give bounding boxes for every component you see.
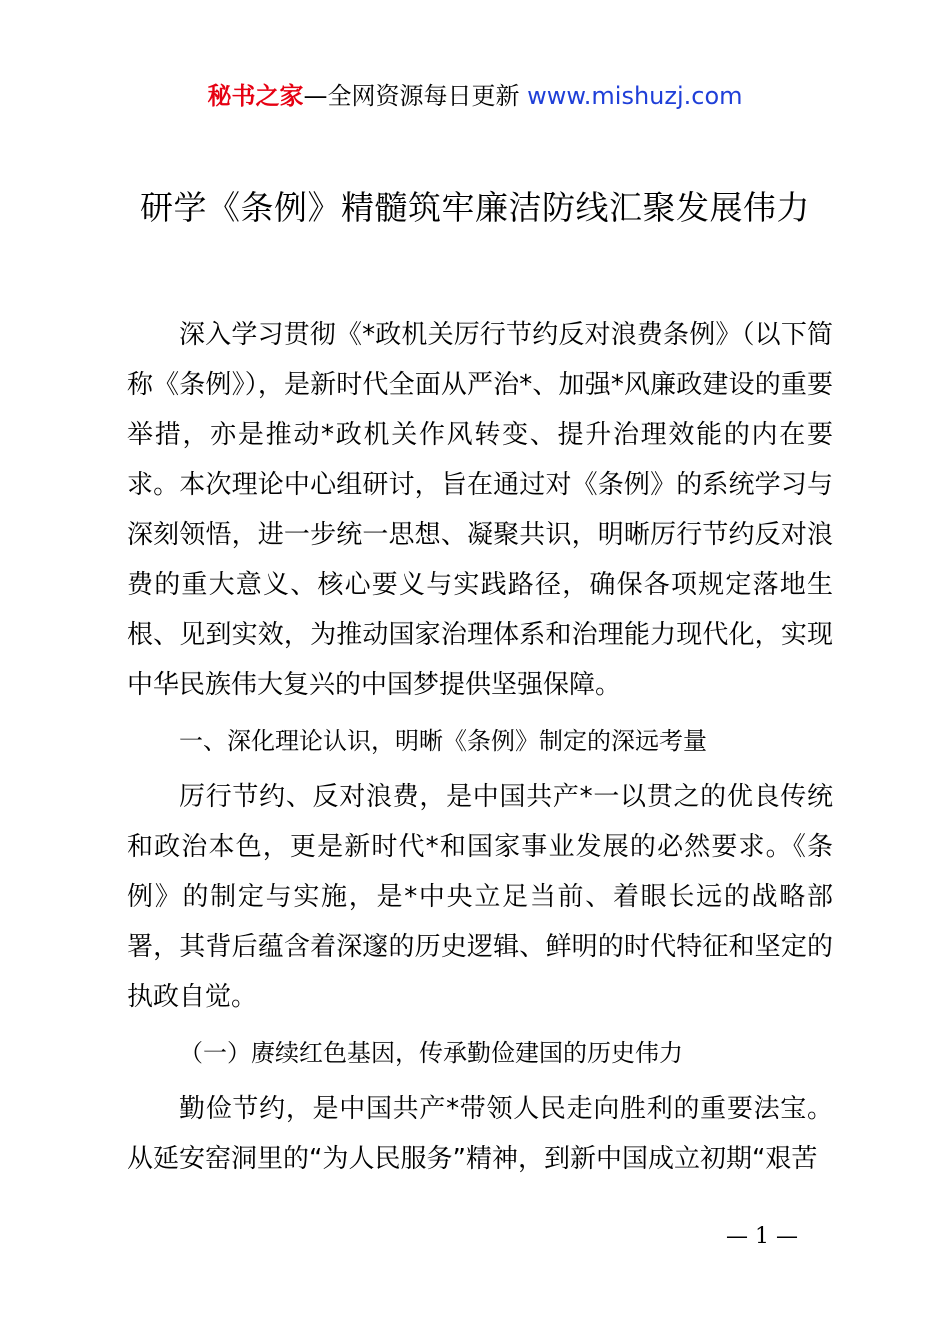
document-title: 研学《条例》精髓筑牢廉洁防线汇聚发展伟力 (140, 188, 810, 227)
site-brand: 秘书之家 (207, 82, 304, 110)
site-banner (0, 80, 950, 112)
page-number: — 1 — (726, 1224, 798, 1249)
intro-paragraph: 深入学习贯彻《*政机关厉行节约反对浪费条例》（以下简称《条例》），是新时代全面从严治*、加强*风廉政建设的重要举措，亦是推动*政机关作风转变、提升治理效能的内在要求。本次理论中心组研讨，旨在通过对《条例》的系统学习与深刻领悟，进一步统一思想、凝聚共识，明晰厉行节约反对浪费的重大意义、核心要义与实践路径，确保各项规定落地生根、见到实效，为推动国家治理体系和治理能力现代化，实现中华民族伟大复兴的中国梦提供坚强保障。 (127, 320, 833, 700)
section-paragraph: 厉行节约、反对浪费，是中国共产*一以贯之的优良传统和政治本色，更是新时代*和国家事业发展的必然要求。《条例》的制定与实施，是*中央立足当前、着眼长远的战略部署，其背后蕴含着深邃的历史逻辑、鲜明的时代特征和坚定的执政自觉。 (127, 782, 833, 1012)
site-url[interactable]: www.mishuzj.com (527, 82, 743, 110)
section-heading: 一、深化理论认识，明晰《条例》制定的深远考量 (179, 727, 707, 755)
document-body (127, 310, 833, 1184)
subsection-paragraph: 勤俭节约，是中国共产*带领人民走向胜利的重要法宝。从延安窑洞里的“为人民服务”精神，到新中国成立初期“艰苦 (127, 1094, 833, 1174)
site-tagline: —全网资源每日更新 (303, 82, 520, 110)
subsection-heading: （一）赓续红色基因，传承勤俭建国的历史伟力 (179, 1039, 683, 1067)
